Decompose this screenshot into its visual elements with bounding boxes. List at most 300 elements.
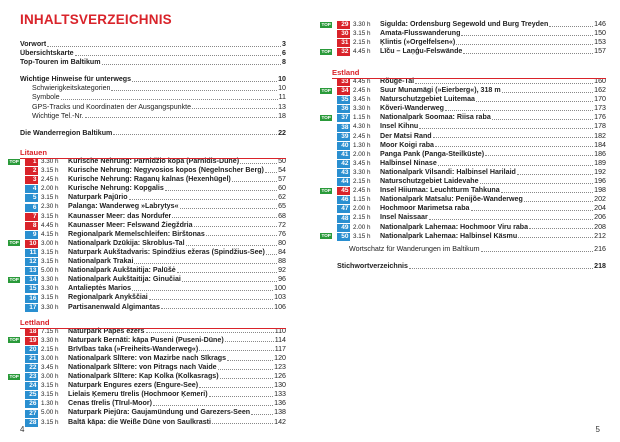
tour-page: 153 [594, 38, 606, 47]
tour-title: Lielais Ķemeru tīrelis (Hochmoor Ķemeri) [68, 390, 208, 399]
tour-number: 42 [337, 160, 350, 168]
toc-entry-page: 8 [282, 58, 286, 67]
dot-leader [481, 251, 594, 252]
tour-duration: 3.30 h [41, 158, 59, 165]
toc-entry-title: GPS-Tracks und Koordinaten der Ausgangspunkte [32, 102, 192, 111]
tour-entry [320, 213, 606, 222]
region-heading [18, 318, 286, 327]
tour-page: 50 [278, 157, 286, 165]
tour-duration: 3.15 h [41, 258, 59, 266]
tour-title: Baltā kāpa: die Weiße Düne von Saulkrasti [68, 417, 211, 426]
tour-entry [8, 363, 286, 372]
toc-entry-title: Vorwort [20, 40, 47, 48]
tour-entry [320, 223, 606, 232]
tour-number: 40 [337, 142, 350, 150]
tour-duration: 3.45 h [353, 96, 371, 104]
region-rule [332, 78, 606, 79]
dot-leader [251, 414, 273, 415]
tour-page: 202 [594, 195, 606, 204]
tour-duration: 3.15 h [41, 294, 59, 302]
dot-leader [192, 108, 277, 109]
dot-leader [529, 228, 593, 229]
top-marker [8, 275, 25, 284]
tour-number: 13 [25, 267, 38, 275]
toc-entry [20, 49, 286, 58]
dot-leader [480, 183, 594, 184]
tour-number: 29 [337, 21, 350, 29]
tour-duration: 7.15 h [41, 327, 59, 335]
dot-leader [199, 387, 273, 388]
tour-title: Naturschutzgebiet Laidevahe [380, 177, 479, 186]
tour-number: 47 [337, 205, 350, 213]
tour-duration: 2.15 h [353, 39, 371, 47]
tour-number: 2 [25, 167, 38, 175]
tour-page: 120 [274, 353, 286, 362]
tour-entry [8, 175, 286, 184]
tour-title: Antalieptės Marios [68, 284, 132, 293]
tour-page: 192 [594, 167, 606, 176]
dot-leader [61, 99, 278, 100]
dot-leader [47, 46, 281, 47]
top-badge: TOP [9, 337, 19, 343]
top-marker [320, 47, 337, 56]
tour-page: 96 [278, 275, 286, 284]
top-marker [320, 141, 337, 150]
spacer [337, 254, 606, 262]
tour-page: 176 [594, 113, 606, 122]
tour-title: Cenas tīrelis (Tīrul-Moor) [68, 399, 152, 408]
tour-title: Kaunasser Meer: Felswand Žiegždria [68, 220, 193, 229]
tour-page: 173 [594, 104, 606, 113]
top-badge: TOP [9, 276, 19, 282]
dot-leader [549, 26, 593, 27]
tour-page: 65 [278, 202, 286, 211]
toc-entry [20, 58, 286, 67]
toc-entry-page: 11 [278, 93, 286, 102]
top-marker [320, 159, 337, 168]
top-badge: TOP [321, 233, 331, 239]
top-marker [8, 399, 25, 408]
dot-leader [419, 128, 593, 129]
tour-number: 20 [25, 346, 38, 354]
tour-entry [8, 275, 286, 284]
tour-entry [8, 418, 286, 427]
tour-entry [320, 204, 606, 213]
dot-leader [102, 64, 282, 65]
top-badge: TOP [9, 240, 19, 246]
tour-number: 37 [337, 114, 350, 122]
dot-leader [461, 35, 593, 36]
top-marker [8, 390, 25, 399]
toc-entry-title: Symbole [32, 93, 60, 102]
top-marker [8, 372, 25, 381]
top-marker [8, 221, 25, 230]
dot-leader [194, 226, 278, 227]
tour-page: 130 [274, 381, 286, 390]
tour-number: 14 [25, 276, 38, 284]
tour-entry [320, 141, 606, 150]
tour-page: 106 [274, 302, 286, 311]
tour-entry [8, 230, 286, 239]
dot-leader [209, 396, 274, 397]
tour-duration: 3.15 h [41, 167, 59, 175]
tour-page: 204 [594, 204, 606, 213]
dot-leader [266, 254, 277, 255]
tour-duration: 3.15 h [41, 418, 59, 426]
tour-entry [320, 113, 606, 122]
tour-duration: 3.30 h [353, 168, 371, 176]
tour-page: 178 [594, 122, 606, 131]
tour-title: Nationalpark Trakai [68, 257, 134, 266]
tour-number: 33 [337, 78, 350, 86]
toc-entry [20, 112, 286, 121]
dot-leader [146, 332, 274, 333]
tour-title: Naturpark Pajūrio [68, 193, 128, 202]
toc-entry-title: Wortschatz für Wanderungen im Baltikum [349, 245, 480, 253]
right-page [310, 0, 620, 442]
tour-title: Nationalpark Aukštaitija: Palūšė [68, 266, 176, 275]
tour-title: Palanga: Wanderweg »Labrytys« [68, 202, 179, 211]
tour-duration: 2.00 h [353, 223, 371, 231]
tour-page: 114 [274, 335, 286, 344]
tour-duration: 2.15 h [353, 214, 371, 222]
top-marker [320, 95, 337, 104]
tour-duration: 2.15 h [353, 178, 371, 186]
tour-duration: 3.15 h [41, 382, 59, 390]
tour-entry [320, 150, 606, 159]
dot-leader [111, 90, 277, 91]
toc-entry-page: 6 [282, 49, 286, 58]
tour-title: Līču – Laņģu-Felswände [380, 47, 463, 56]
tour-entry [8, 345, 286, 354]
tour-duration: 4.15 h [41, 230, 59, 238]
top-marker [320, 29, 337, 38]
tour-entry [320, 186, 606, 195]
tour-entry [8, 303, 286, 312]
tour-number: 41 [337, 151, 350, 159]
tour-duration: 1.30 h [41, 400, 59, 408]
tour-number: 35 [337, 96, 350, 104]
dot-leader [435, 146, 593, 147]
tour-title: Insel Hiiumaa: Leuchtturm Tahkuna [380, 186, 500, 195]
tour-duration: 4.45 h [41, 221, 59, 229]
tour-number: 36 [337, 105, 350, 113]
tour-entry [320, 159, 606, 168]
dot-leader [180, 208, 278, 209]
top-marker [8, 166, 25, 175]
toc-entry-title: Wichtige Hinweise für unterwegs [20, 75, 132, 84]
tour-entry [8, 381, 286, 390]
dot-leader [172, 217, 277, 218]
dot-leader [518, 237, 593, 238]
tour-page: 84 [278, 247, 286, 256]
tour-title: Kaunasser Meer: das Nordufer [68, 211, 172, 220]
tour-page: 206 [594, 213, 606, 222]
tour-duration: 3.30 h [41, 303, 59, 311]
dot-leader [492, 119, 593, 120]
dot-leader [433, 137, 594, 138]
tour-title: Der Matsi Rand [380, 131, 432, 140]
top-marker [8, 336, 25, 345]
tour-title: Halbinsel Ninase [380, 158, 437, 167]
top-badge: TOP [9, 373, 19, 379]
tour-title: Brīvības taka (»Freiheits-Wanderweg«) [68, 344, 199, 353]
toc-entry-page: 18 [278, 111, 286, 120]
tour-duration: 2.45 h [353, 187, 371, 195]
dot-leader [429, 219, 593, 220]
toc-entry-page: 22 [278, 128, 286, 137]
tour-duration: 3.15 h [41, 194, 59, 202]
dot-leader [524, 201, 593, 202]
dot-leader [132, 290, 273, 291]
tour-title: Ķlintis (»Orgelfelsen«) [380, 38, 456, 47]
top-badge: TOP [9, 158, 19, 164]
tour-title: Partisanenwald Algimantas [68, 302, 160, 311]
top-marker [320, 150, 337, 159]
tour-number: 22 [25, 364, 38, 372]
top-marker [320, 113, 337, 122]
tour-duration: 2.00 h [353, 205, 371, 213]
tour-number: 16 [25, 295, 38, 303]
tour-page: 117 [274, 344, 286, 353]
tour-title: Naturpark Engures ezers (Engure-See) [68, 381, 199, 390]
tour-page: 103 [274, 293, 286, 302]
tour-duration: 3.15 h [353, 30, 371, 38]
top-marker [8, 284, 25, 293]
tour-entry [8, 408, 286, 417]
tour-page: 138 [274, 408, 286, 417]
tour-title: Kurische Nehrung: Negyvosios kopos (Negelnscher Berg) [68, 166, 264, 175]
dot-leader [113, 134, 277, 135]
tour-duration: 1.15 h [353, 114, 371, 122]
dot-leader [485, 155, 593, 156]
top-marker [320, 123, 337, 132]
tour-page: 88 [278, 257, 286, 266]
toc-entry-page: 3 [282, 40, 286, 48]
dot-leader [220, 378, 274, 379]
top-marker [8, 354, 25, 363]
dot-leader [409, 268, 593, 269]
tour-duration: 3.15 h [353, 232, 371, 240]
tour-duration: 5.00 h [41, 409, 59, 417]
toc-entry [337, 262, 606, 271]
tour-number: 26 [25, 400, 38, 408]
tour-number: 12 [25, 258, 38, 266]
top-marker [8, 257, 25, 266]
dot-leader [177, 272, 277, 273]
toc-entry-title: Schwierigkeitskategorien [32, 84, 111, 93]
toc-entry-title: Übersichtskarte [20, 49, 74, 58]
tour-duration: 3.00 h [41, 354, 59, 362]
tour-number: 8 [25, 222, 38, 230]
tour-number: 19 [25, 337, 38, 345]
tour-number: 38 [337, 124, 350, 132]
dot-leader [463, 53, 593, 54]
tour-title: Naturpark Piejūra: Gaujamündung und Garezers-Seen [68, 408, 251, 417]
tour-duration: 3.45 h [41, 363, 59, 371]
toc-entry [20, 93, 286, 102]
tour-entry [8, 212, 286, 221]
tour-duration: 3.00 h [41, 239, 59, 247]
tour-number: 43 [337, 169, 350, 177]
tour-number: 18 [25, 328, 38, 336]
dot-leader [232, 181, 277, 182]
tour-entry [8, 336, 286, 345]
top-marker [8, 184, 25, 193]
tour-title: Rõuge-Tal [380, 77, 415, 85]
tour-title: Regionalpark Memelschleifen: Birštonas [68, 229, 205, 238]
top-marker [8, 239, 25, 248]
toc-front-matter [20, 40, 286, 138]
page-number: 5 [595, 425, 600, 434]
tour-title: Nationalpark Slītere: von Pitrags nach Vaide [68, 362, 217, 371]
dot-leader [456, 44, 593, 45]
top-badge: TOP [321, 114, 331, 120]
tour-entry [8, 221, 286, 230]
tour-duration: 3.00 h [41, 373, 59, 381]
toc-entry [20, 103, 286, 112]
tour-number: 30 [337, 30, 350, 38]
tour-title: Nationalpark Aukštaitija: Ginučiai [68, 275, 181, 284]
tour-page: 150 [594, 29, 606, 38]
dot-leader [471, 210, 594, 211]
tour-page: 162 [594, 86, 606, 95]
tour-number: 28 [25, 419, 38, 427]
tour-number: 23 [25, 373, 38, 381]
spacer [20, 121, 286, 129]
top-marker [8, 345, 25, 354]
tour-page: 160 [594, 77, 606, 85]
top-marker [8, 230, 25, 239]
tour-number: 24 [25, 382, 38, 390]
tour-entry [320, 104, 606, 113]
tour-entry [8, 390, 286, 399]
tour-duration: 3.45 h [353, 159, 371, 167]
top-marker [320, 38, 337, 47]
tour-page: 62 [278, 193, 286, 202]
top-marker [8, 175, 25, 184]
tour-number: 7 [25, 213, 38, 221]
tour-page: 182 [594, 131, 606, 140]
tour-number: 10 [25, 240, 38, 248]
tour-title: Nationalpark Slītere: Kap Kolka (Kolkasrags) [68, 372, 219, 381]
tour-number: 15 [25, 285, 38, 293]
tour-number: 21 [25, 355, 38, 363]
tour-duration: 3.15 h [41, 212, 59, 220]
top-marker [8, 248, 25, 257]
top-marker [320, 204, 337, 213]
region-heading [330, 68, 606, 77]
tour-duration: 3.15 h [41, 391, 59, 399]
toc-entry-page: 216 [594, 245, 606, 253]
dot-leader [129, 199, 278, 200]
toc-entry-title: Wichtige Tel.-Nr. [32, 111, 84, 120]
tour-entry [320, 38, 606, 47]
top-marker [320, 168, 337, 177]
dot-leader [206, 235, 277, 236]
tour-duration: 2.15 h [41, 345, 59, 353]
tour-entry [320, 177, 606, 186]
dot-leader [161, 308, 273, 309]
dot-leader [502, 92, 594, 93]
dot-leader [227, 360, 273, 361]
tour-number: 4 [25, 185, 38, 193]
tour-entry [320, 195, 606, 204]
tour-number: 44 [337, 178, 350, 186]
tour-entry [320, 168, 606, 177]
tour-duration: 3.30 h [353, 21, 371, 28]
tour-page: 136 [274, 399, 286, 408]
tour-page: 196 [594, 177, 606, 186]
dot-leader [165, 190, 277, 191]
tour-page: 212 [594, 231, 606, 240]
dot-leader [149, 299, 273, 300]
toc-regions-right [320, 62, 606, 241]
dot-leader [199, 350, 273, 351]
tour-title: Kõveri-Wanderweg [380, 104, 444, 113]
tour-duration: 1.30 h [353, 141, 371, 149]
region-name: Estland [332, 68, 360, 77]
dot-leader [132, 81, 277, 82]
tour-title: Insel Kihnu [380, 122, 419, 131]
top-marker [320, 104, 337, 113]
tour-title: Panga Pank (Panga-Steilküste) [380, 149, 485, 158]
dot-leader [153, 405, 273, 406]
tour-number: 27 [25, 410, 38, 418]
top-marker [320, 232, 337, 241]
tour-title: Insel Naissaar [380, 213, 428, 222]
tour-duration: 2.45 h [353, 87, 371, 95]
tour-page: 72 [278, 220, 286, 229]
tour-number: 32 [337, 48, 350, 56]
dot-leader [240, 163, 277, 164]
tour-title: Amata-Flusswanderung [380, 29, 461, 38]
tour-duration: 1.15 h [353, 196, 371, 204]
dot-leader [415, 83, 593, 84]
dot-leader [134, 263, 277, 264]
tour-title: Nationalpark Lahemaa: Halbinsel Käsmu [380, 231, 518, 240]
tour-page: 76 [278, 229, 286, 238]
top-marker [8, 203, 25, 212]
tour-duration: 4.30 h [353, 123, 371, 131]
top-badge: TOP [321, 48, 331, 54]
tour-entry [8, 239, 286, 248]
tour-title: Nationalpark Vilsandi: Halbinsel Harilaid [380, 167, 516, 176]
top-marker [8, 381, 25, 390]
dot-leader [225, 341, 274, 342]
tour-number: 48 [337, 215, 350, 223]
toc-entry [20, 75, 286, 84]
top-marker [8, 294, 25, 303]
region-rule [20, 158, 286, 159]
region-name: Litauen [20, 148, 48, 157]
toc-regions [8, 142, 286, 427]
spacer [20, 67, 286, 75]
region-rule [20, 328, 286, 329]
tour-number: 17 [25, 304, 38, 312]
tour-title: Kurische Nehrung: Raganų kalnas (Hexenhügel) [68, 175, 231, 184]
tour-title: Moor Koigi raba [380, 140, 434, 149]
tour-duration: 4.45 h [353, 48, 371, 56]
tour-number: 3 [25, 176, 38, 184]
tour-page: 198 [594, 186, 606, 195]
tour-title: Sigulda: Ordensburg Segewold und Burg Treyden [380, 20, 549, 28]
toc-entry [20, 84, 286, 93]
tour-page: 60 [278, 184, 286, 193]
tour-duration: 3.30 h [353, 105, 371, 113]
top-badge: TOP [321, 21, 331, 27]
tour-title: Nationalpark Slītere: von Mazirbe nach Sīkrags [68, 353, 227, 362]
